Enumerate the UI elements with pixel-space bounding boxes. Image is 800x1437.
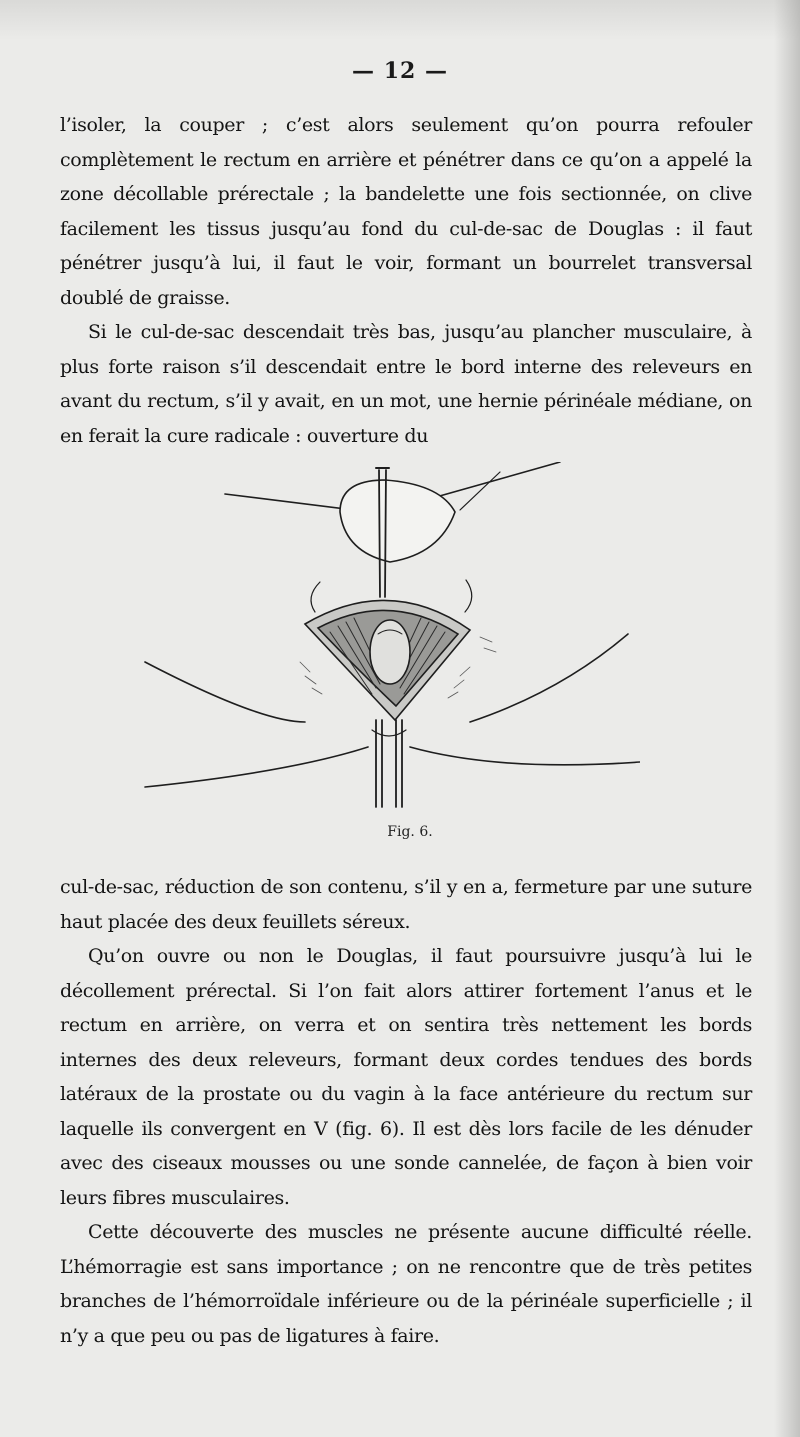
paragraph-4: Qu’on ouvre ou non le Douglas, il faut poursuivre jusqu’à lui le décollement prérectal. Si l’on fait alors attirer fortement l’anus et le rectum en arrière, on verra et on sentira très nettement les bords internes des deux releveurs, formant deux cordes tendues des bords latéraux de la prostate ou du vagin à la face antérieure du rectum sur laquelle ils convergent en V (fig. 6). Il est dès lors facile de les dénuder avec des ciseaux mousses ou une sonde cannelée, de façon à bien voir leurs fibres musculaires.: [60, 945, 752, 1209]
surgical-illustration-figure: [140, 462, 640, 822]
skin-line-right: [470, 634, 628, 722]
bulging-tissue-flap: [340, 480, 455, 562]
buttock-curve-left: [145, 747, 368, 787]
text-block-top: [60, 108, 752, 453]
page-gutter-shadow: [774, 0, 800, 1437]
figure-caption: Fig. 6.: [387, 824, 433, 840]
paragraph-5: Cette découverte des muscles ne présente aucune difficulté réelle. L’hémorragie est sans importance ; on ne rencontre que de très petites branches de l’hémorroïdale inférieure ou de la périnéale superficielle ; il n’y a que peu ou pas de ligatures à faire.: [60, 1221, 752, 1347]
paragraph-3: cul-de-sac, réduction de son contenu, s’il y en a, fermeture par une suture haut placée des deux feuillets séreux.: [60, 876, 752, 933]
page-number: — 12 —: [352, 58, 448, 84]
page-top-shadow: [0, 0, 800, 40]
paragraph-2: Si le cul-de-sac descendait très bas, jusqu’au plancher musculaire, à plus forte raison s’il descendait entre le bord interne des releveurs en avant du rectum, s’il y avait, en un mot, une hernie périnéale médiane, on en ferait la cure radicale : ouverture du: [60, 321, 752, 447]
paragraph-1: l’isoler, la couper ; c’est alors seulement qu’on pourra refouler complètement le rectum en arrière et pénétrer dans ce qu’on a appelé la zone décollable prérectale ; la bandelette une fois sectionnée, on clive facilement les tissus jusqu’au fond du cul-de-sac de Douglas : il faut pénétrer jusqu’à lui, il faut le voir, formant un bourrelet transversal doublé de graisse.: [60, 114, 752, 309]
text-block-bottom: [60, 870, 752, 1353]
skin-line-left: [145, 662, 305, 722]
buttock-curve-right: [410, 747, 640, 765]
